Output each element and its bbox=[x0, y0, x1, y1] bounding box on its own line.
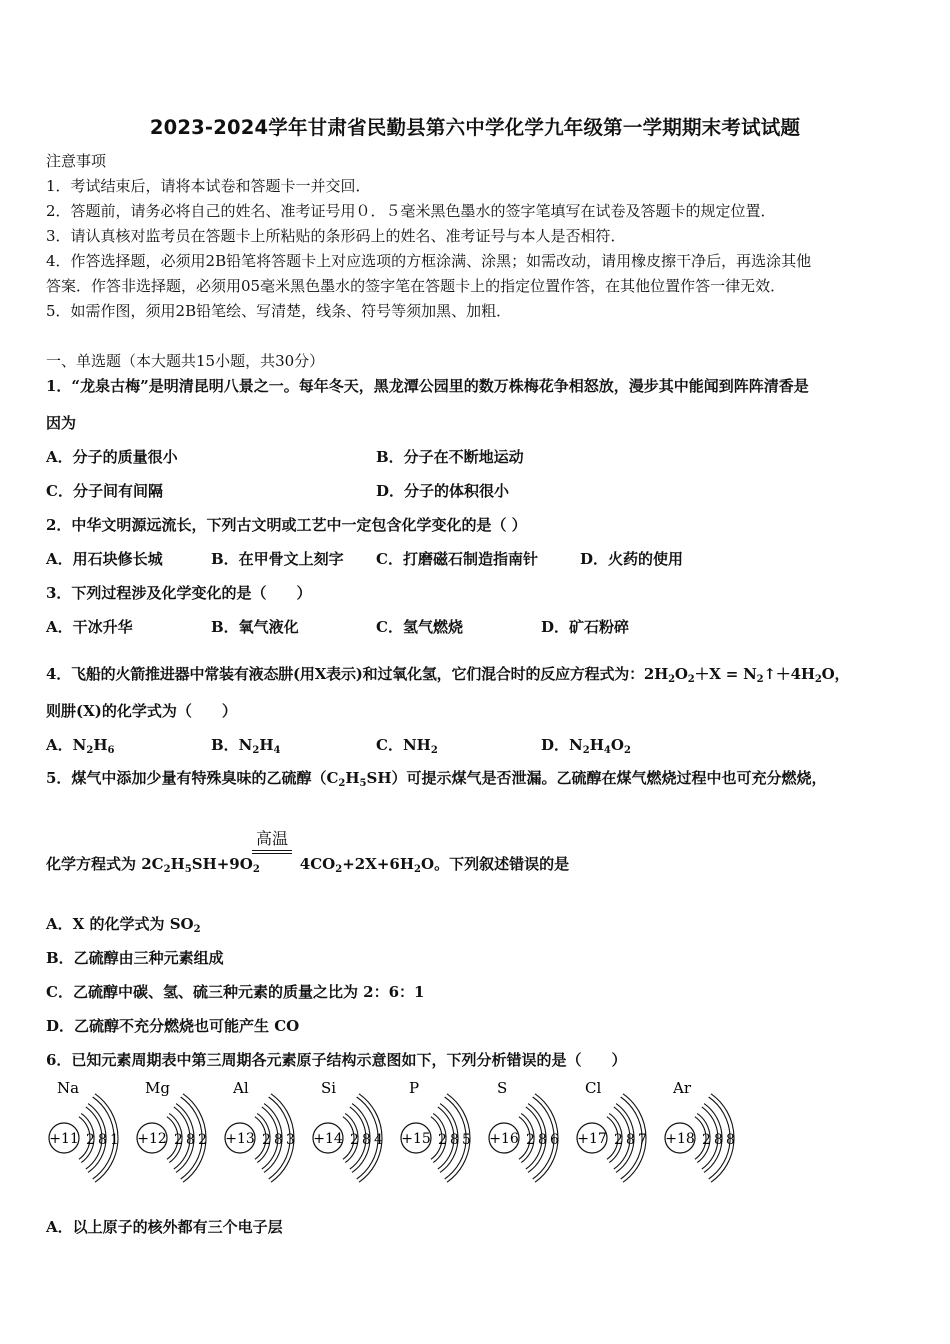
element-symbol: Na bbox=[57, 1079, 80, 1097]
question-5-equation: 化学方程式为 $2C_2H_5SH+9O_2$ $4CO_2+2X+6H_2O$。下列叙述错误的是 bbox=[46, 855, 570, 875]
question-2-stem: 2．中华文明源远流长，下列古文明或工艺中一定包含化学变化的是（ ） bbox=[46, 516, 527, 534]
q4-option-c: C．$NH_2$ bbox=[376, 736, 438, 756]
q5-option-b: B．乙硫醇由三种元素组成 bbox=[46, 949, 224, 967]
element-symbol: Cl bbox=[585, 1079, 602, 1097]
shell-electron-count: 8 bbox=[362, 1132, 371, 1148]
q5-option-c: C．乙硫醇中碳、氢、硫三种元素的质量之比为 2：6：1 bbox=[46, 983, 425, 1001]
atom-diagram-ar bbox=[665, 1079, 735, 1182]
notice-item: 4．作答选择题，必须用2B铅笔将答题卡上对应选项的方框涂满、涂黑；如需改动，请用橡皮擦干净后，再选涂其他 bbox=[46, 252, 812, 270]
section-heading: 一、单选题（本大题共15小题，共30分） bbox=[46, 352, 325, 370]
shell-electron-count: 2 bbox=[174, 1132, 183, 1148]
shell-electron-count: 8 bbox=[714, 1132, 723, 1148]
notice-heading: 注意事项 bbox=[46, 152, 107, 170]
shell-electron-count: 2 bbox=[86, 1132, 95, 1148]
shell-electron-count: 8 bbox=[98, 1132, 107, 1148]
q3-option-c: C．氢气燃烧 bbox=[376, 618, 463, 636]
q1-option-c: C．分子间有间隔 bbox=[46, 482, 163, 500]
notice-item: 3．请认真核对监考员在答题卡上所粘贴的条形码上的姓名、准考证号与本人是否相符． bbox=[46, 227, 626, 245]
notice-item: 2．答题前，请务必将自己的姓名、准考证号用０．５毫米黑色墨水的签字笔填写在试卷及答题卡的规定位置． bbox=[46, 202, 776, 220]
nucleus-charge: +12 bbox=[137, 1131, 167, 1147]
atom-diagram-si bbox=[313, 1079, 383, 1182]
q2-option-a: A．用石块修长城 bbox=[46, 550, 163, 568]
shell-electron-count: 2 bbox=[262, 1132, 271, 1148]
shell-electron-count: 1 bbox=[110, 1132, 119, 1148]
atom-diagram-cl bbox=[577, 1079, 647, 1182]
shell-electron-count: 2 bbox=[702, 1132, 711, 1148]
atom-diagram-s bbox=[489, 1079, 559, 1182]
shell-electron-count: 2 bbox=[614, 1132, 623, 1148]
q1-option-b: B．分子在不断地运动 bbox=[376, 448, 524, 466]
q1-option-d: D．分子的体积很小 bbox=[376, 482, 510, 500]
reaction-condition: 高温 bbox=[255, 829, 288, 848]
question-1-stem-cont: 因为 bbox=[46, 414, 77, 432]
q3-option-b: B．氧气液化 bbox=[211, 618, 299, 636]
shell-electron-count: 8 bbox=[626, 1132, 635, 1148]
nucleus-charge: +18 bbox=[665, 1131, 695, 1147]
q2-option-b: B．在甲骨文上刻字 bbox=[211, 550, 344, 568]
nucleus-charge: +11 bbox=[49, 1131, 79, 1147]
element-symbol: S bbox=[497, 1079, 508, 1097]
shell-electron-count: 5 bbox=[462, 1132, 471, 1148]
element-symbol: P bbox=[409, 1079, 420, 1097]
element-symbol: Ar bbox=[673, 1079, 692, 1097]
shell-electron-count: 2 bbox=[438, 1132, 447, 1148]
question-5-stem: 5．煤气中添加少量有特殊臭味的乙硫醇$(C_2H_5SH)$可提示煤气是否泄漏。乙硫醇在煤气燃烧过程中也可充分燃烧， bbox=[46, 769, 827, 789]
atom-diagram-p bbox=[401, 1079, 471, 1182]
question-3-stem: 3．下列过程涉及化学变化的是（ ） bbox=[46, 584, 312, 602]
shell-electron-count: 8 bbox=[274, 1132, 283, 1148]
question-4-stem: 4．飞船的火箭推进器中常装有液态肼(用X表示)和过氧化氢，它们混合时的反应方程式为：$2H_2O_2+X$ = $N_2↑+4H_2O$， bbox=[46, 665, 850, 685]
q5-option-d: D．乙硫醇不充分燃烧也可能产生 CO bbox=[46, 1017, 300, 1035]
q4-option-d: D．$N_2H_4O_2$ bbox=[541, 736, 631, 756]
nucleus-charge: +16 bbox=[489, 1131, 519, 1147]
q4-option-b: B．$N_2H_4$ bbox=[211, 736, 281, 756]
q2-option-d: D．火药的使用 bbox=[580, 550, 684, 568]
q4-option-a: A．$N_2H_6$ bbox=[46, 736, 115, 756]
element-symbol: Mg bbox=[145, 1079, 170, 1097]
shell-electron-count: 2 bbox=[526, 1132, 535, 1148]
q5-option-a: A．X 的化学式为 $SO_2$ bbox=[46, 915, 201, 935]
shell-electron-count: 8 bbox=[186, 1132, 195, 1148]
nucleus-charge: +15 bbox=[401, 1131, 431, 1147]
element-symbol: Al bbox=[233, 1079, 249, 1097]
atom-diagram-al bbox=[225, 1079, 295, 1182]
atomic-structure-diagrams bbox=[44, 1078, 744, 1188]
shell-electron-count: 2 bbox=[198, 1132, 207, 1148]
shell-electron-count: 2 bbox=[350, 1132, 359, 1148]
notice-item: 答案．作答非选择题，必须用05毫米黑色墨水的签字笔在答题卡上的指定位置作答，在其他位置作答一律无效． bbox=[46, 277, 786, 295]
nucleus-charge: +14 bbox=[313, 1131, 343, 1147]
question-4-stem-cont: 则肼(X)的化学式为（ ） bbox=[46, 702, 237, 720]
notice-item: 1．考试结束后，请将本试卷和答题卡一并交回． bbox=[46, 177, 371, 195]
shell-electron-count: 7 bbox=[638, 1132, 647, 1148]
atom-diagram-na bbox=[49, 1079, 119, 1182]
shell-electron-count: 3 bbox=[286, 1132, 295, 1148]
shell-electron-count: 8 bbox=[450, 1132, 459, 1148]
q6-option-a: A．以上原子的核外都有三个电子层 bbox=[46, 1218, 283, 1236]
nucleus-charge: +17 bbox=[577, 1131, 607, 1147]
q3-option-a: A．干冰升华 bbox=[46, 618, 133, 636]
atom-diagram-mg bbox=[137, 1079, 207, 1182]
shell-electron-count: 8 bbox=[726, 1132, 735, 1148]
element-symbol: Si bbox=[321, 1079, 337, 1097]
shell-electron-count: 6 bbox=[550, 1132, 559, 1148]
question-6-stem: 6．已知元素周期表中第三周期各元素原子结构示意图如下，下列分析错误的是（ ） bbox=[46, 1051, 627, 1069]
shell-electron-count: 4 bbox=[374, 1132, 383, 1148]
question-1-stem: 1．“龙泉古梅”是明清昆明八景之一。每年冬天，黑龙潭公园里的数万株梅花争相怒放，漫步其中能闻到阵阵清香是 bbox=[46, 377, 809, 395]
q2-option-c: C．打磨磁石制造指南针 bbox=[376, 550, 538, 568]
equation-bar bbox=[252, 850, 292, 851]
exam-title: 2023-2024学年甘肃省民勤县第六中学化学九年级第一学期期末考试试题 bbox=[149, 116, 801, 139]
shell-electron-count: 8 bbox=[538, 1132, 547, 1148]
nucleus-charge: +13 bbox=[225, 1131, 255, 1147]
notice-item: 5．如需作图，须用2B铅笔绘、写清楚，线条、符号等须加黑、加粗． bbox=[46, 302, 512, 320]
q1-option-a: A．分子的质量很小 bbox=[46, 448, 178, 466]
q3-option-d: D．矿石粉碎 bbox=[541, 618, 630, 636]
